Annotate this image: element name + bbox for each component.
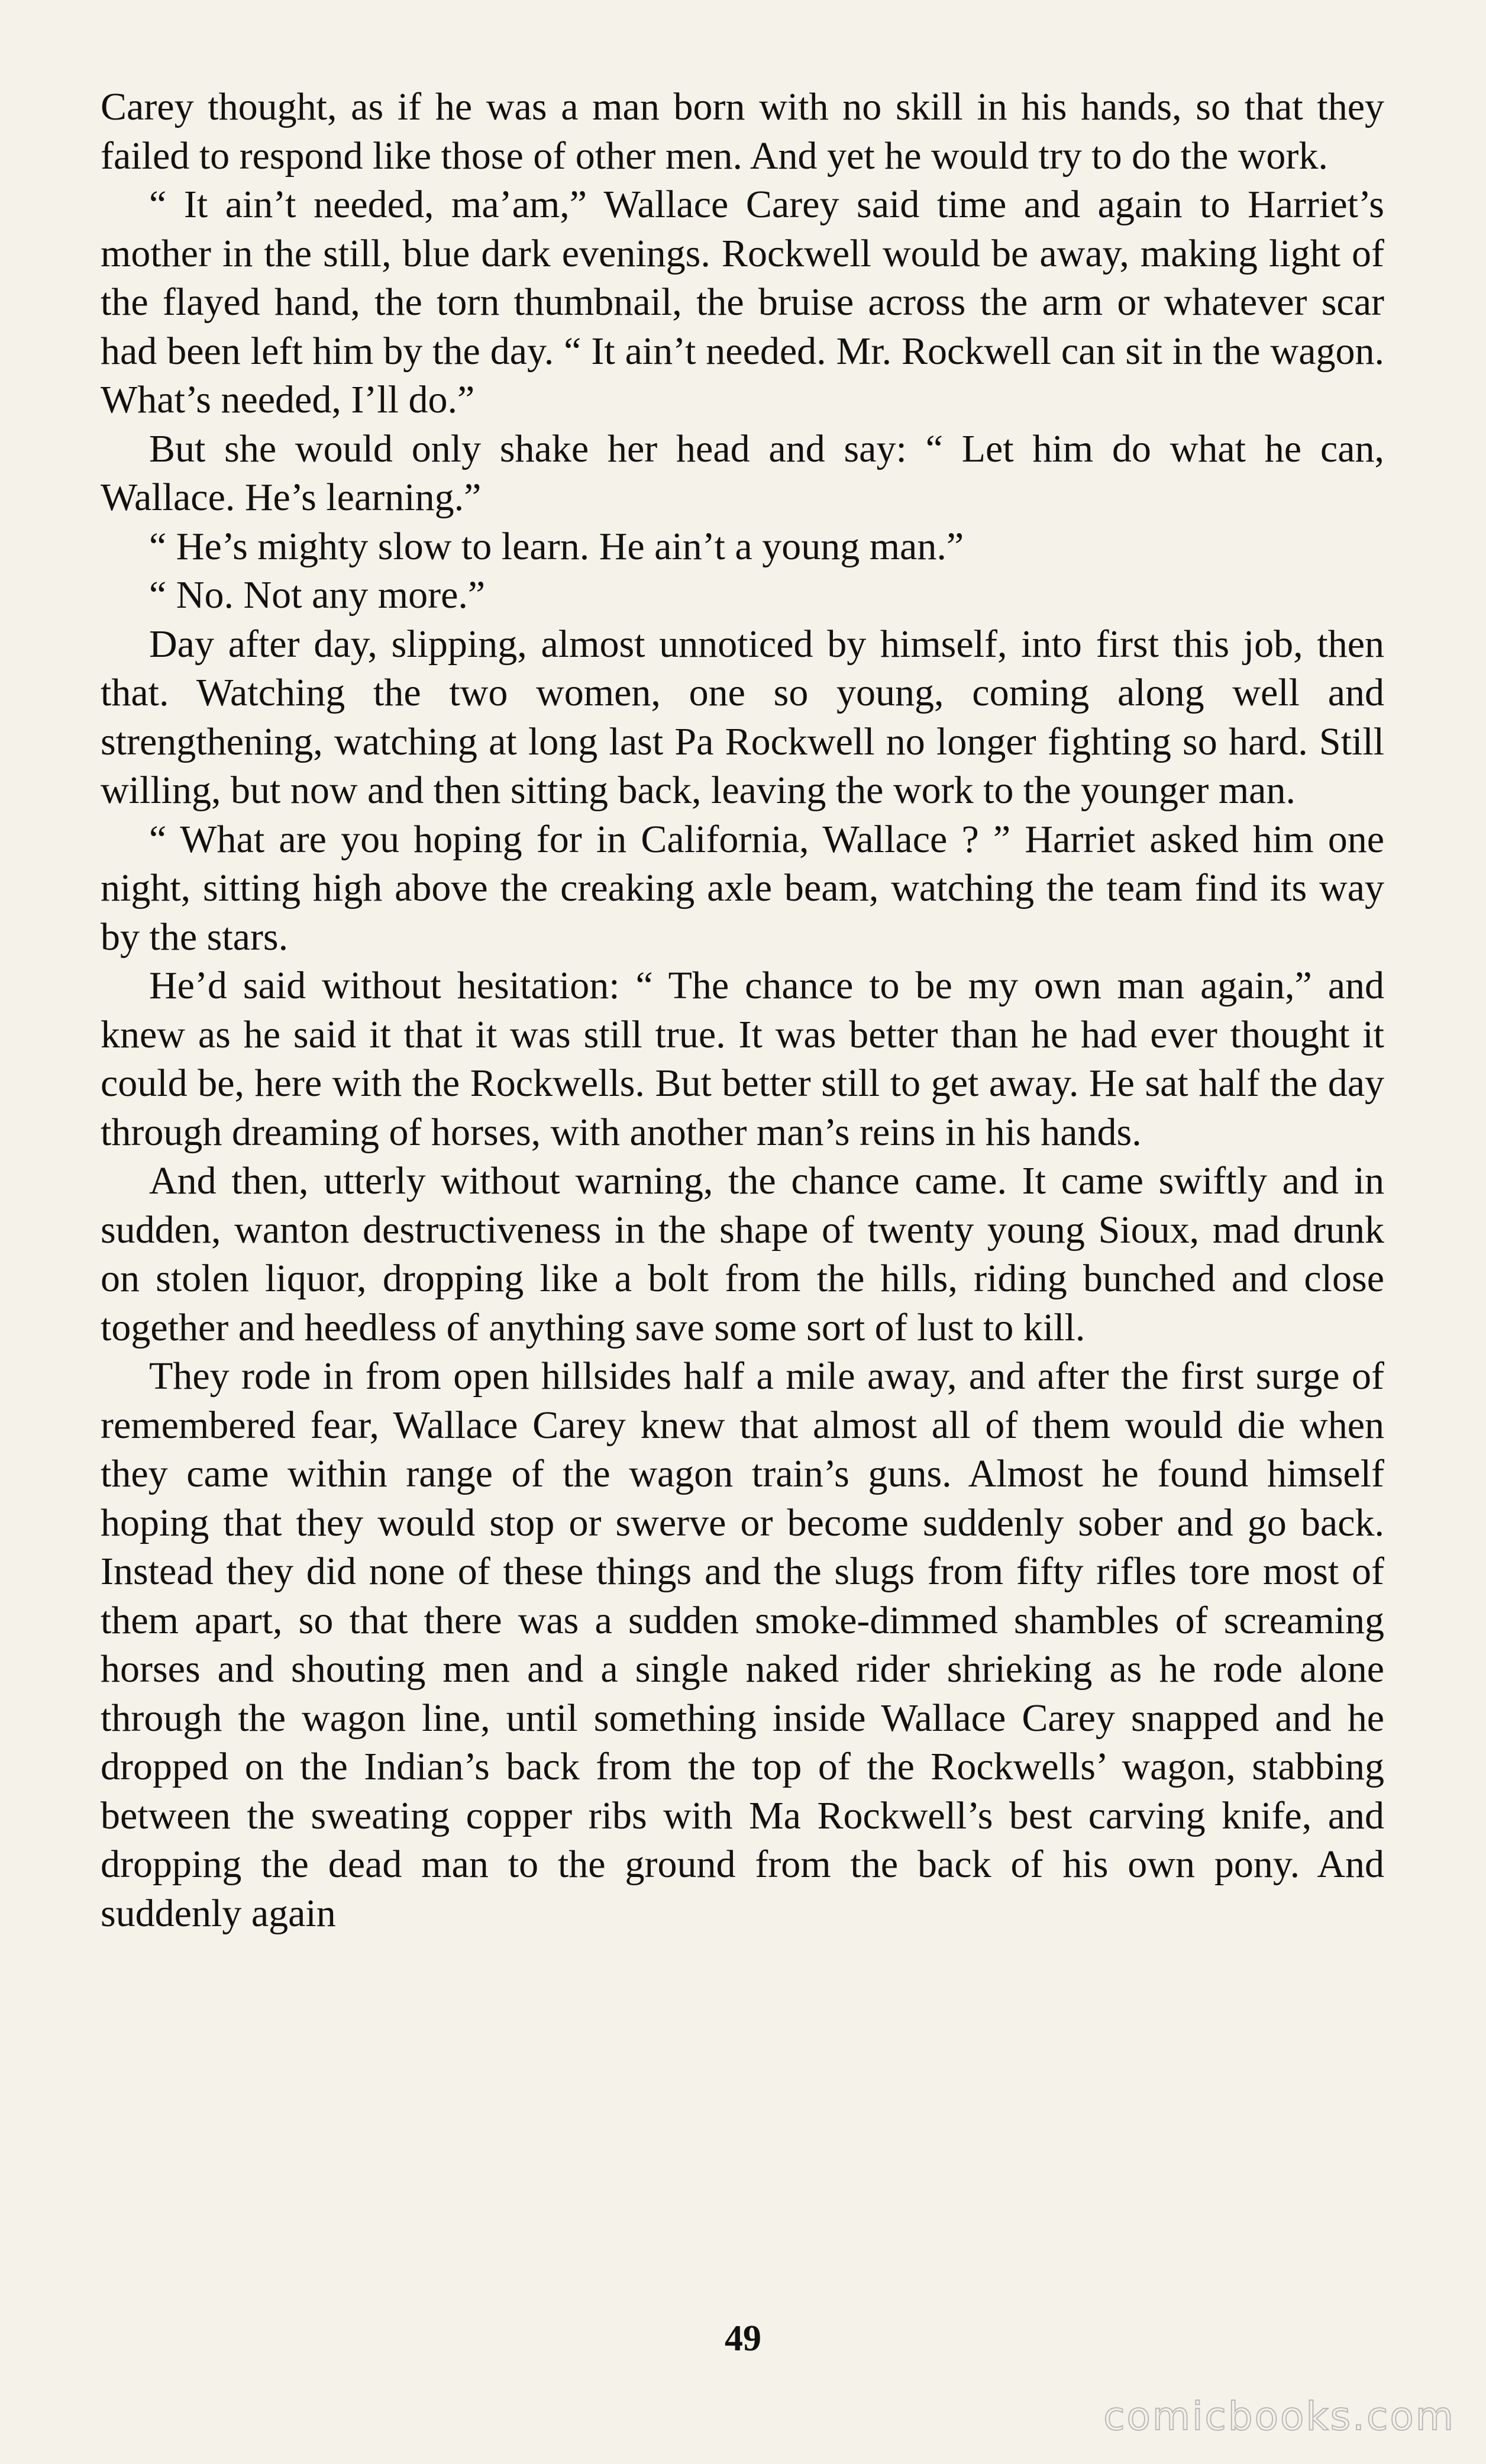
body-text: [101, 83, 1384, 1938]
page-number: 49: [725, 2318, 761, 2359]
paragraph-8: He’d said without hesitation: “ The chance to be my own man again,” and knew as he said it that it was still true. It was better than he had ever thought it could be, here with the Rockwells. But better still to get away. He sat half the day through dreaming of horses, with another man’s reins in his hands.: [101, 964, 1384, 1154]
watermark-logo: comicbooks.com: [1103, 2394, 1455, 2439]
paragraph-2: “ It ain’t needed, ma’am,” Wallace Carey said time and again to Harriet’s mother in the still, blue dark evenings. Rockwell would be away, making light of the flayed hand, the torn thumbnail, the bruise across the arm or whatever scar had been left him by the day. “ It ain’t needed. Mr. Rockwell can sit in the wagon. What’s needed, I’ll do.”: [101, 183, 1384, 421]
paragraph-10: They rode in from open hillsides half a mile away, and after the first surge of remembered fear, Wallace Carey knew that almost all of them would die when they came within range of the wagon train’s guns. Almost he found himself hoping that they would stop or swerve or become suddenly sober and go back. Instead they did none of these things and the slugs from fifty rifles tore most of them apart, so that there was a sudden smoke-dimmed shambles of screaming horses and shouting men and a single naked rider shrieking as he rode alone through the wagon line, until something inside Wallace Carey snapped and he dropped on the Indian’s back from the top of the Rockwells’ wagon, stabbing between the sweating copper ribs with Ma Rockwell’s best carving knife, and dropping the dead man to the ground from the back of his own pony. And suddenly again: [101, 1354, 1384, 1935]
paragraph-4: “ He’s mighty slow to learn. He ain’t a young man.”: [149, 524, 964, 568]
paragraph-1: Carey thought, as if he was a man born with no skill in his hands, so that they failed to respond like those of other men. And yet he would try to do the work.: [101, 85, 1384, 178]
paragraph-9: And then, utterly without warning, the chance came. It came swiftly and in sudden, wanton destructiveness in the shape of twenty young Sioux, mad drunk on stolen liquor, dropping like a bolt from the hills, riding bunched and close together and heedless of anything save some sort of lust to kill.: [101, 1159, 1384, 1349]
paragraph-3: But she would only shake her head and say: “ Let him do what he can, Wallace. He’s learning.”: [101, 427, 1384, 519]
paragraph-5: “ No. Not any more.”: [149, 573, 486, 617]
paragraph-6: Day after day, slipping, almost unnoticed by himself, into first this job, then that. Watching the two women, one so young, coming along well and strengthening, watching at long last Pa Rockwell no longer fighting so hard. Still willing, but now and then sitting back, leaving the work to the younger man.: [101, 622, 1384, 812]
paragraph-7: “ What are you hoping for in California, Wallace ? ” Harriet asked him one night, sitting high above the creaking axle beam, watching the team find its way by the stars.: [101, 817, 1384, 959]
